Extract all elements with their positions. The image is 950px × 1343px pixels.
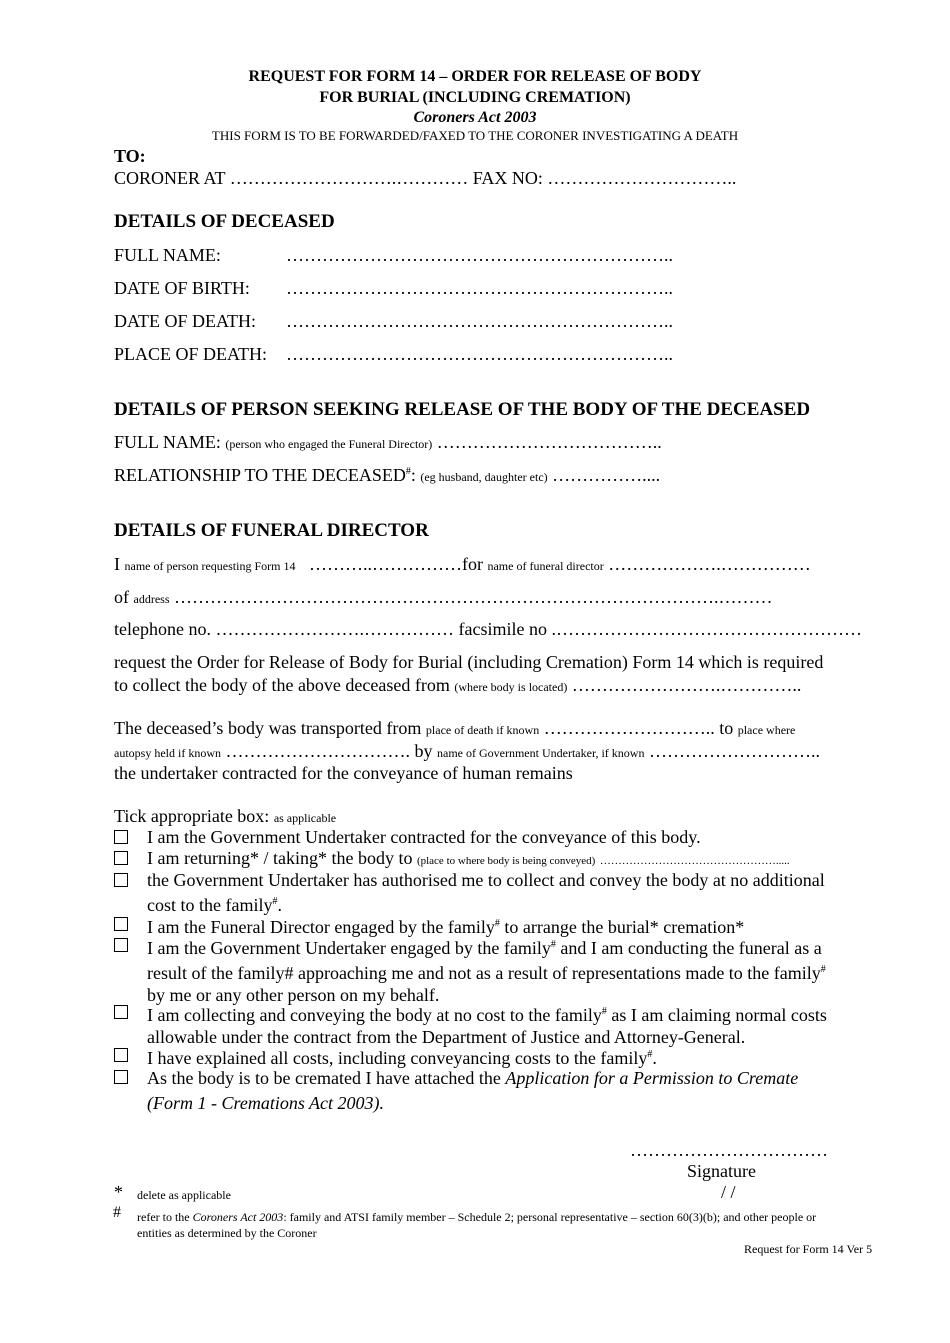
version-label: Request for Form 14 Ver 5	[744, 1242, 873, 1256]
coroner-field[interactable]: ……………………….…………	[229, 168, 469, 188]
checkbox-funeral-director-engaged[interactable]	[114, 917, 128, 931]
hash-footnote-post: : family and ATSI family member – Schedule 2; personal representative – section 60(3)(b); and other people or	[283, 1210, 817, 1224]
checkbox-7-text: I have explained all costs, including conveyancing costs to the family	[147, 1048, 648, 1068]
signature-field[interactable]: ……………………………	[630, 1140, 828, 1160]
act-title: Coroners Act 2003	[413, 109, 537, 126]
tick-heading: Tick appropriate box:	[114, 806, 270, 826]
date-field[interactable]: / /	[721, 1182, 736, 1202]
to-label: TO:	[114, 146, 146, 166]
date-of-death-label: DATE OF DEATH:	[114, 311, 256, 331]
facsimile-field[interactable]: .……………………………………………	[551, 619, 862, 639]
tick-heading-row	[114, 806, 336, 827]
checkbox-8-text-a: As the body is to be cremated I have attached the	[147, 1068, 501, 1088]
checkbox-8-label	[147, 1066, 877, 1116]
requester-note: name of person requesting Form 14	[124, 559, 296, 573]
checkbox-4-text-b: to arrange the burial* cremation*	[504, 917, 745, 937]
destination-field[interactable]: ………………………………………….....	[599, 855, 790, 867]
hash-mark: #	[820, 964, 826, 975]
funeral-director-heading: DETAILS OF FUNERAL DIRECTOR	[114, 520, 429, 541]
requester-field[interactable]: ………..……………	[308, 554, 462, 574]
relationship-field[interactable]: ……………....	[552, 465, 661, 485]
transport-row-1	[114, 718, 795, 739]
checkbox-1-label: I am the Government Undertaker contracted for the conveyance of this body.	[147, 827, 701, 847]
telephone-label: telephone no.	[114, 619, 211, 639]
checkbox-2-label: I am returning* / taking* the body to	[147, 848, 413, 868]
checkbox-6-text-c: allowable under the contract from the Department of Justice and Attorney-General.	[147, 1027, 746, 1047]
autopsy-place-note-a: place where	[737, 723, 796, 737]
coroner-label: CORONER AT	[114, 168, 226, 188]
checkbox-8-text-b: Application for a Permission to Cremate	[505, 1068, 799, 1088]
checkbox-5-text-d: by me or any other person on my behalf.	[147, 985, 440, 1005]
phone-row	[114, 619, 862, 640]
checkbox-government-undertaker-engaged[interactable]	[114, 938, 128, 952]
checkbox-5-text-a: I am the Government Undertaker engaged by the family	[147, 938, 551, 958]
hash-mark: #	[494, 918, 500, 929]
hash-footnote-pre: refer to the	[137, 1210, 190, 1224]
checkbox-3-text-a: the Government Undertaker has authorised me to collect and convey the body at no additional	[147, 870, 825, 890]
forwarding-notice: THIS FORM IS TO BE FORWARDED/FAXED TO THE CORONER INVESTIGATING A DEATH	[211, 128, 739, 143]
place-of-death-note: place of death if known	[425, 723, 540, 737]
star-footnote-text: delete as applicable	[137, 1188, 231, 1202]
hash-mark: #	[550, 939, 556, 950]
hash-footnote-line-2: entities as determined by the Coroner	[137, 1226, 317, 1240]
deceased-full-name-label: FULL NAME:	[114, 245, 221, 265]
date-of-death-field[interactable]: ………………………………………………………..	[286, 311, 673, 331]
of-label: of	[114, 587, 129, 607]
transport-text: The deceased’s body was transported from	[114, 718, 422, 738]
hash-footnote-act: Coroners Act 2003	[192, 1210, 284, 1224]
star-footnote-mark: *	[114, 1182, 123, 1202]
checkbox-5-label	[147, 934, 877, 1006]
fax-field[interactable]: …………………………..	[547, 168, 737, 188]
checkbox-3-dot: .	[277, 895, 282, 915]
hash-mark: #	[272, 896, 278, 907]
checkbox-authorised-collect[interactable]	[114, 873, 128, 887]
address-note: address	[133, 592, 170, 606]
checkbox-4-text-a: I am the Funeral Director engaged by the family	[147, 917, 495, 937]
body-location-note: (where body is located)	[454, 680, 568, 694]
undertaker-field[interactable]: ………………………..	[648, 741, 820, 761]
request-line-2: to collect the body of the above deceased from	[114, 675, 450, 695]
place-of-death-label: PLACE OF DEATH:	[114, 344, 268, 364]
tick-heading-note: as applicable	[273, 811, 337, 825]
to-word: to	[719, 718, 734, 738]
checkbox-returning-taking[interactable]	[114, 851, 128, 865]
relationship-colon: :	[410, 465, 416, 485]
relationship-note: (eg husband, daughter etc)	[420, 470, 548, 484]
deceased-heading: DETAILS OF DECEASED	[114, 211, 335, 232]
deceased-full-name-field[interactable]: ………………………………………………………..	[286, 245, 673, 265]
requester-row	[114, 554, 811, 575]
seeker-name-row	[114, 432, 662, 453]
transported-from-field[interactable]: ………………………..	[543, 718, 715, 738]
funeral-director-note: name of funeral director	[487, 559, 604, 573]
form-title-line1: REQUEST FOR FORM 14 – ORDER FOR RELEASE OF BODY	[248, 68, 702, 85]
hash-mark: #	[647, 1049, 653, 1060]
relationship-row	[114, 465, 660, 486]
checkbox-6-text-b: as I am claiming normal costs	[611, 1005, 827, 1025]
checkbox-3-text-b: cost to the family	[147, 895, 273, 915]
checkbox-government-undertaker-contracted[interactable]	[114, 830, 128, 844]
place-of-death-field[interactable]: ………………………………………………………..	[286, 344, 673, 364]
date-of-birth-label: DATE OF BIRTH:	[114, 278, 250, 298]
checkbox-5-text-b: and I am conducting the funeral as a	[560, 938, 822, 958]
hash-footnote-mark: #	[113, 1204, 121, 1221]
checkbox-no-cost-conveyance[interactable]	[114, 1005, 128, 1019]
form-title-line2: FOR BURIAL (INCLUDING CREMATION)	[319, 89, 631, 106]
funeral-director-field[interactable]: ……………….……………	[608, 554, 811, 574]
hash-footnote-line-1	[137, 1210, 816, 1225]
coroner-row	[114, 168, 736, 189]
transported-to-field[interactable]: ………………………….	[225, 741, 410, 761]
checkbox-6-text-a: I am collecting and conveying the body at no cost to the family	[147, 1005, 602, 1025]
request-line-1: request the Order for Release of Body for Burial (including Cremation) Form 14 which is required	[114, 652, 824, 672]
seeker-heading: DETAILS OF PERSON SEEKING RELEASE OF THE BODY OF THE DECEASED	[114, 399, 811, 420]
fax-label: FAX NO:	[472, 168, 543, 188]
checkbox-3-label	[147, 869, 877, 916]
request-line-2-row	[114, 675, 801, 696]
transport-row-2	[114, 741, 820, 762]
i-label: I	[114, 554, 120, 574]
checkbox-5-text-c: result of the family# approaching me and not as a result of representations made to the family	[147, 963, 821, 983]
by-word: by	[414, 741, 433, 761]
relationship-label: RELATIONSHIP TO THE DECEASED	[114, 465, 406, 485]
autopsy-place-note-b: autopsy held if known	[114, 746, 221, 760]
checkbox-6-label	[147, 1001, 877, 1048]
date-of-birth-field[interactable]: ………………………………………………………..	[286, 278, 673, 298]
telephone-field[interactable]: …………………….……………	[215, 619, 454, 639]
hash-mark: #	[601, 1006, 607, 1017]
transport-line-3: the undertaker contracted for the conveyance of human remains	[114, 763, 573, 783]
address-row	[114, 587, 773, 608]
for-label: for	[461, 554, 483, 574]
body-location-field[interactable]: …………………….…………..	[571, 675, 802, 695]
destination-note: (place to where body is being conveyed)	[416, 855, 596, 867]
checkbox-8-text-c: (Form 1 - Cremations Act 2003).	[147, 1093, 384, 1113]
facsimile-label: facsimile no	[458, 619, 547, 639]
hash-mark: #	[405, 466, 411, 477]
checkbox-7-dot: .	[652, 1048, 657, 1068]
checkbox-cremation-application[interactable]	[114, 1070, 128, 1084]
undertaker-note: name of Government Undertaker, if known	[437, 746, 645, 760]
seeker-name-label: FULL NAME:	[114, 432, 221, 452]
checkbox-explained-costs[interactable]	[114, 1048, 128, 1062]
signature-label: Signature	[687, 1161, 756, 1181]
address-field[interactable]: ……………………………………………………………………………….………	[174, 587, 773, 607]
seeker-name-field[interactable]: ………………………………..	[436, 432, 662, 452]
seeker-name-note: (person who engaged the Funeral Director)	[225, 437, 433, 451]
